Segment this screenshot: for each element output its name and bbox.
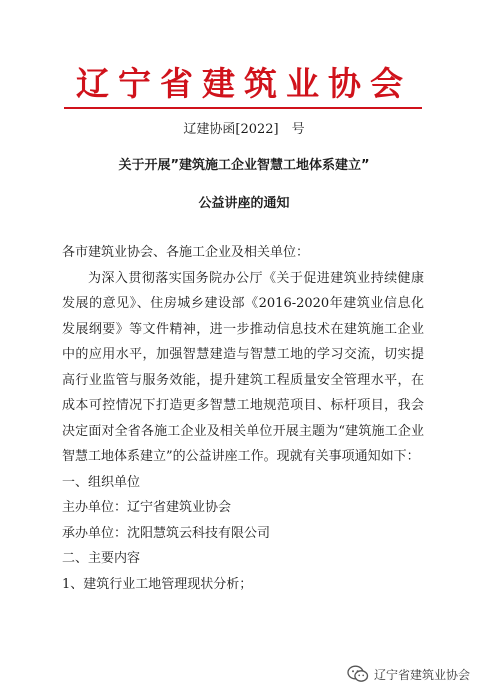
content-item-1: 1、建筑行业工地管理现状分析； — [62, 576, 253, 592]
wechat-icon — [347, 665, 369, 683]
watermark-label: 辽宁省建筑业协会 — [374, 667, 471, 682]
wechat-watermark — [347, 662, 470, 686]
host-unit-line: 主办单位：辽宁省建筑业协会 — [62, 500, 232, 515]
notice-body — [62, 240, 424, 597]
document-number: 辽建协函[2022] 号 — [183, 122, 305, 137]
organizer-unit-line: 承办单位：沈阳慧筑云科技有限公司 — [62, 525, 271, 541]
section-heading-organizers: 一、组织单位 — [62, 474, 141, 490]
notice-title-line-1: 关于开展”建筑施工企业智慧工地体系建立” — [118, 158, 370, 173]
salutation: 各市建筑业协会、各施工企业及相关单位： — [62, 245, 310, 260]
notice-title-line-2: 公益讲座的通知 — [198, 196, 290, 211]
intro-paragraph: 为深入贯彻落实国务院办公厅《关于促进建筑业持续健康发展的意见》、住房城乡建设部《2016-2020年建筑业信息化发展纲要》等文件精神，进一步推动信息技术在建筑施工企业中的应用水平，加强智慧建造与智慧工地的学习交流，切实提高行业监管与服务效能，提升建筑工程质量安全管理水平，在成本可控情况下打造更多智慧工地规范项目、标杆项目，我会决定面对全省各施工企业及相关单位开展主题为“建筑施工企业智慧工地体系建立”的公益讲座工作。现就有关事项通知如下： — [62, 270, 424, 464]
org-letterhead-title: 辽宁省建筑业协会 — [76, 64, 412, 103]
letterhead-red-rule — [64, 107, 422, 109]
section-heading-content: 二、主要内容 — [62, 551, 141, 566]
